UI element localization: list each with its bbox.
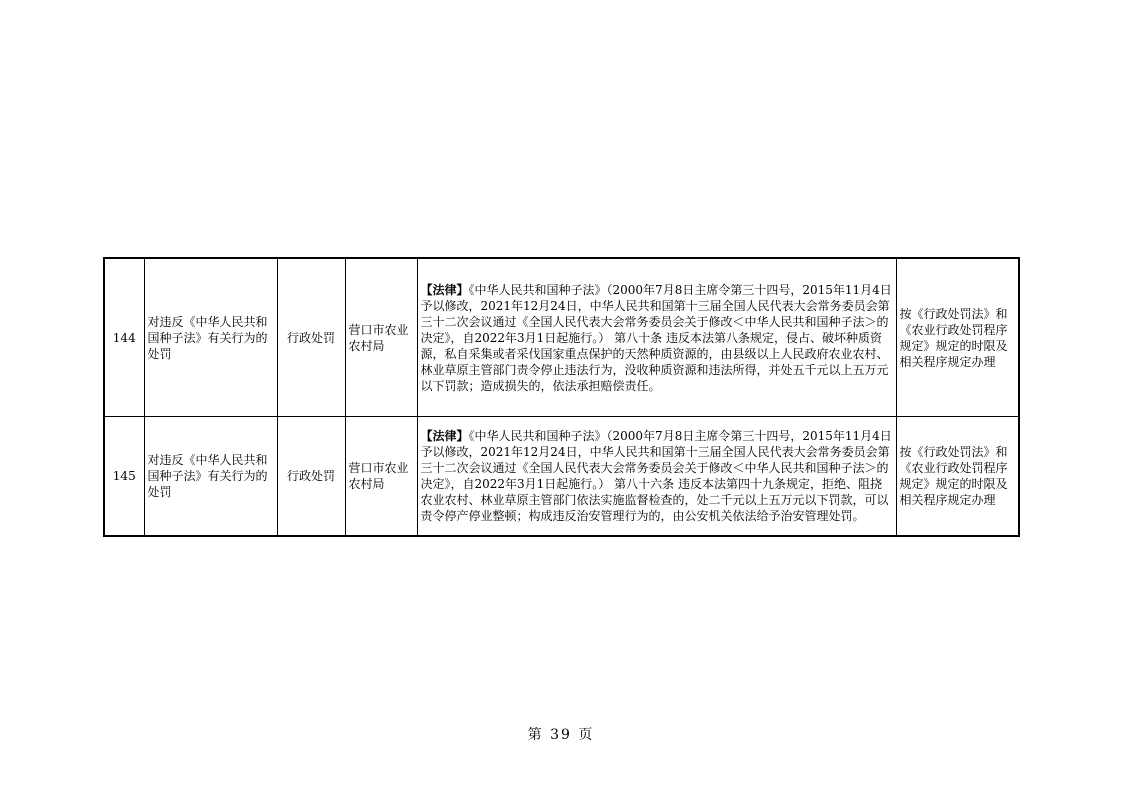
basis-tag: 【法律】 xyxy=(420,282,469,297)
table-row xyxy=(104,417,1019,537)
item-name: 对违反《中华人民共和国种子法》有关行为的处罚 xyxy=(144,417,277,537)
procedure: 按《行政处罚法》和《农业行政处罚程序规定》规定的时限及相关程序规定办理 xyxy=(896,417,1019,537)
legal-basis xyxy=(417,258,896,417)
basis-text: 《中华人民共和国种子法》（2000年7月8日主席令第三十四号，2015年11月4日予以修改，2021年12月24日，中华人民共和国第十三届全国人民代表大会常务委员会第三十二次会议通过《全国人民代表大会常务委员会关于修改＜中华人民共和国种子法＞的决定》，自2022年3月1日起施行。） 第八十六条 违反本法第四十九条规定，拒绝、阻挠农业农村、林业草原主管部门依法实施监督检查的，处二千元以上五万元以下罚款，可以责令停产停业整顿；构成违反治安管理行为的，由公安机关依法给予治安管理处罚。 xyxy=(420,429,892,523)
procedure: 按《行政处罚法》和《农业行政处罚程序规定》规定的时限及相关程序规定办理 xyxy=(896,258,1019,417)
legal-basis xyxy=(417,417,896,537)
department: 营口市农业农村局 xyxy=(345,258,417,417)
row-number: 144 xyxy=(104,258,144,417)
power-list-table xyxy=(103,257,1020,537)
power-type: 行政处罚 xyxy=(277,258,345,417)
page-number: 第 39 页 xyxy=(527,727,595,743)
item-name: 对违反《中华人民共和国种子法》有关行为的处罚 xyxy=(144,258,277,417)
table-row xyxy=(104,258,1019,417)
basis-text: 《中华人民共和国种子法》（2000年7月8日主席令第三十四号，2015年11月4日予以修改，2021年12月24日，中华人民共和国第十三届全国人民代表大会常务委员会第三十二次会议通过《全国人民代表大会常务委员会关于修改＜中华人民共和国种子法＞的决定》，自2022年3月1日起施行。） 第八十条 违反本法第八条规定，侵占、破坏种质资源，私自采集或者采伐国家重点保护的天然种质资源的，由县级以上人民政府农业农村、林业草原主管部门责令停止违法行为，没收种质资源和违法所得，并处五千元以上五万元以下罚款；造成损失的，依法承担赔偿责任。 xyxy=(420,282,892,393)
row-number: 145 xyxy=(104,417,144,537)
power-type: 行政处罚 xyxy=(277,417,345,537)
basis-tag: 【法律】 xyxy=(420,429,469,443)
department: 营口市农业农村局 xyxy=(345,417,417,537)
